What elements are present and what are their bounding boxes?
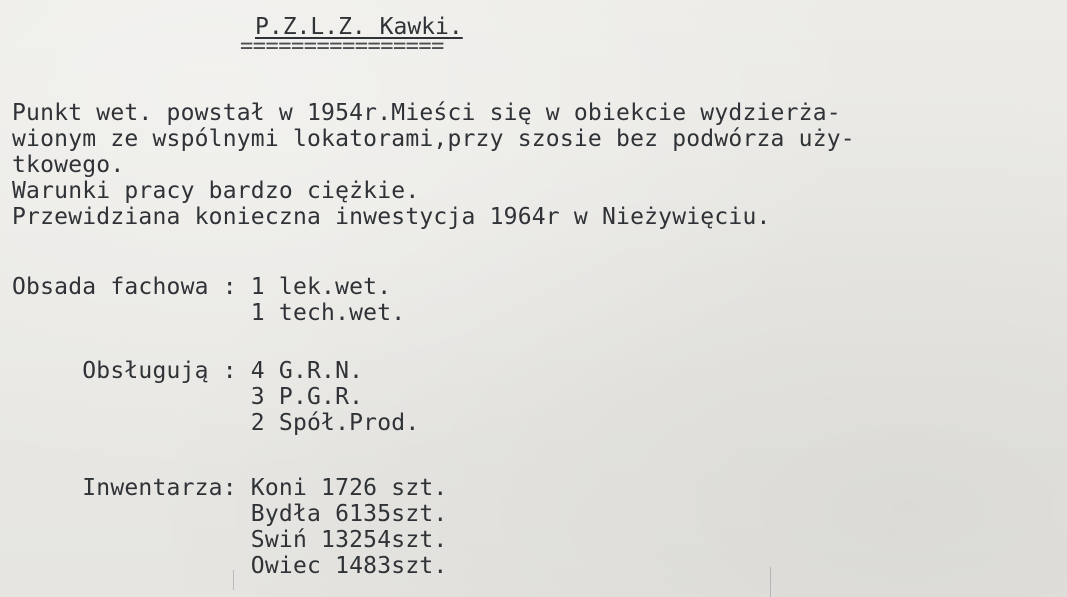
- served-line-2: 3 P.G.R.: [12, 384, 364, 410]
- paragraph-line-4: Warunki pracy bardzo ciężkie.: [12, 178, 420, 204]
- staff-line-2: 1 tech.wet.: [12, 300, 406, 326]
- paragraph-line-2: wionym ze wspólnymi lokatorami,przy szosie bez podwórza uży-: [12, 126, 855, 152]
- paragraph-line-5: Przewidziana konieczna inwestycja 1964r w Nieżywięciu.: [12, 204, 771, 230]
- inventory-line-3: Swiń 13254szt.: [12, 527, 448, 553]
- title-double-underline: ================: [240, 34, 444, 59]
- paragraph-line-3: tkowego.: [12, 152, 125, 178]
- staff-line-1: Obsada fachowa : 1 lek.wet.: [12, 274, 392, 300]
- inventory-line-2: Bydła 6135szt.: [12, 501, 448, 527]
- inventory-line-4: Owiec 1483szt.: [12, 553, 448, 579]
- inventory-line-1: Inwentarza: Koni 1726 szt.: [12, 475, 448, 501]
- paper-scratch-mark: [233, 570, 234, 590]
- paper-scratch-mark: [770, 567, 771, 597]
- served-line-1: Obsługują : 4 G.R.N.: [12, 358, 364, 384]
- served-line-3: 2 Spół.Prod.: [12, 410, 420, 436]
- document-title: P.Z.L.Z. Kawki.: [255, 14, 463, 40]
- paragraph-line-1: Punkt wet. powstał w 1954r.Mieści się w obiekcie wydzierża-: [12, 100, 841, 126]
